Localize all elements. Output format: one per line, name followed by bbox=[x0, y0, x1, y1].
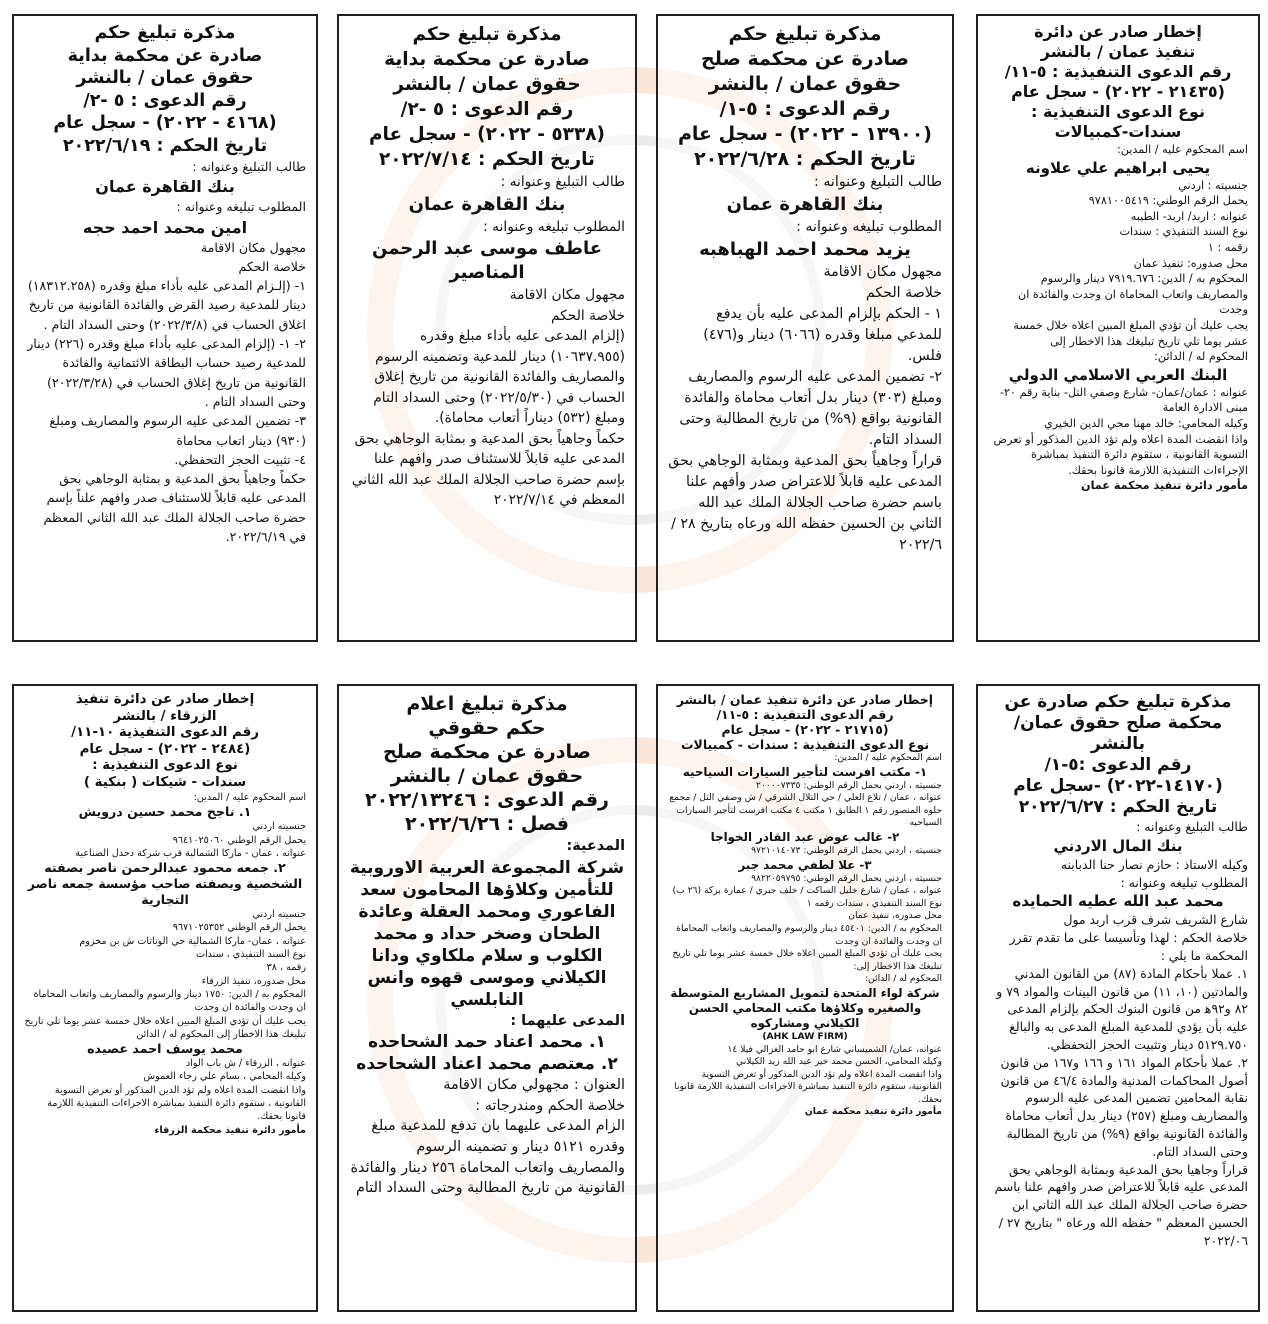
notice-header bbox=[349, 692, 625, 836]
notice-text: طالب التبليغ وعنوانه : bbox=[500, 174, 625, 190]
party-name: عاطف موسى عبد الرحمن المناصير bbox=[372, 238, 602, 283]
notice-text: المحكوم له / الدائن: bbox=[864, 973, 942, 985]
notice-text: طالب التبليغ وعنوانه : bbox=[192, 159, 306, 174]
notice-amman-magistrate-2 bbox=[976, 684, 1260, 1312]
notice-text: ١. عملا بأحكام المادة (٨٧) من القانون المدني والمادتين (١٠، ١١) من قانون البينات والمواد ٧٩ و ٨٢ و٩٢ه‍ من قانون البنوك الحكم بإلزام المدعى عليه بأن يؤدي للمدعية المبلغ المدعى به والبالغ ٥١٢٩.٧٥٠ دينار وتثبيت الحجز التحفظي. bbox=[996, 965, 1248, 1052]
header-line: تاريخ الحكم : ٢٠٢٢/٧/١٤ bbox=[379, 149, 595, 170]
party-name: يزيد محمد احمد الهباهبه bbox=[699, 239, 911, 260]
party-name: ٣- علا لطفي محمد جبر bbox=[738, 857, 872, 872]
notice-text: المدعى عليهما : bbox=[510, 1012, 625, 1029]
header-line: إخطار صادر عن دائرة bbox=[1034, 22, 1202, 41]
notice-text: عنوانه، عمان/ الشميساني شارع ابو حامد الغزالي فيلا ١٤ bbox=[727, 1043, 942, 1055]
notice-text: حكماً وجاهياً بحق المدعية و بمثابة الوجاهي بحق المدعى عليه قابلاً للاستئناف صدر وافهم علنا بإسم حضرة صاحب الجلالة الملك عبد الله الثاني المعظم في ٢٠٢٢/٧/١٤ bbox=[351, 430, 625, 508]
header-line: تاريخ الحكم : ٢٠٢٢/٦/٢٧ bbox=[1018, 797, 1218, 817]
notice-text: قراراً وجاهيا بحق المدعية وبمثابة الوجاهي بحق المدعى عليه قابلاً للاعتراض صدر وافهم علنا باسم حضرة صاحب الجلالة الملك عبد الله الثاني ابن الحسين المعظم " حفظه الله ورعاه " بتاريخ ٢٧ /٢٠٢٢/٠٦ bbox=[994, 1161, 1248, 1248]
header-line: تاريخ الحكم : ٢٠٢٢/٦/٢٨ bbox=[694, 148, 916, 170]
party-name: ١- مكتب افرست لتأجير السيارات السياحيه bbox=[682, 764, 928, 779]
notice-text: طالب التبليغ وعنوانه : bbox=[1136, 819, 1248, 834]
notice-amman-first-instance-1 bbox=[337, 14, 637, 642]
notice-header bbox=[24, 692, 306, 791]
notice-text: يجب عليك أن تؤدي المبلغ المبين اعلاه خلال خمسة عشر يوما تلي تاريخ تبليغك هذا الاخطار إلى المحكوم له / الدائن bbox=[24, 1015, 306, 1040]
party-name: بنك القاهرة عمان bbox=[726, 194, 884, 215]
header-line: تاريخ الحكم : ٢٠٢٢/٦/١٩ bbox=[62, 135, 268, 156]
notice-text: عنوانه : اربد/ اربد- الطيبه bbox=[1130, 209, 1248, 223]
notice-text: محل صدوره، تنفيذ الزرقاء bbox=[201, 975, 306, 987]
header-line: مذكرة تبليغ اعلام bbox=[406, 693, 568, 715]
header-line: صادرة عن محكمة بداية bbox=[67, 45, 263, 66]
notice-text: عنوانه ، الزرقاء / ش باب الواد bbox=[185, 1058, 306, 1070]
header-line: فصل : ٢٠٢٢/٦/٢٦ bbox=[404, 813, 569, 835]
header-line: سندات - شيكات ( بنكية ) bbox=[83, 774, 247, 790]
notice-text: ٢. عملا بأحكام المواد ١٦١ و ١٦٦ و١٦٧ من قانون أصول المحاكمات المدنية والمادة ٤٦/٤ من قانون نقابة المحامين تضمين المدعى عليه الرسوم والمصاريف ومبلغ (٢٥٧) دينار بدل أتعاب محاماة والفائدة القانونية بواقع (٩%) من تاريخ المطالبة وحتى السداد التام. bbox=[1000, 1054, 1248, 1159]
header-line: مذكرة تبليغ حكم صادرة عن bbox=[1004, 692, 1232, 712]
notice-text: جنسيته ، اردني يحمل الرقم الوطني: ٩٨٢٢٠٥٩٧٩٥ bbox=[751, 872, 942, 884]
notice-text: نوع السند التنفيذي ، سندات رقمه ١ bbox=[806, 897, 942, 909]
notice-text: مأمور دائرة تنفيذ محكمة الزرقاء bbox=[154, 1124, 306, 1136]
header-line: حقوق عمان / بالنشر bbox=[76, 68, 254, 88]
notice-text: مجهول مكان الاقامة bbox=[823, 264, 942, 280]
notice-text: محل صدوره، تنفيذ عمان bbox=[848, 910, 942, 922]
notice-header bbox=[668, 22, 942, 172]
notice-text: يجب عليك أن تؤدي المبلغ المبين اعلاه خلال خمسة عشر يوما تلي تاريخ تبليغك هذا الاخطار إلى: bbox=[672, 948, 942, 972]
notice-amman-execution-2 bbox=[656, 684, 954, 1312]
notice-text: المطلوب تبليغه وعنوانه : bbox=[1120, 874, 1248, 890]
notice-text: يحمل الرقم الوطني: ٩٧٨١٠٠٥٤١٩ bbox=[1088, 194, 1248, 208]
party-name: ٢- غالب عوض عبد القادر الخواجا bbox=[710, 829, 900, 844]
notice-text: نوع السند التنفيذي ، سندات bbox=[195, 949, 306, 961]
notice-text: عنوانه ، عمان / شارع خليل الساكت / خلف جبري / عمارة بركة (٢٦ ب) bbox=[672, 885, 942, 897]
notice-text: (AHK LAW FIRM) bbox=[762, 1030, 848, 1042]
party-name: محمد يوسف احمد عصيده bbox=[87, 1041, 243, 1057]
party-name: محمد عبد الله عطيه الحمايده bbox=[1012, 892, 1224, 911]
notice-text: المحكوم به / الدين: ١٧٥٠ دينار والرسوم والمصاريف واتعاب المحاماة ان وجدت والفائدة ان وجدت bbox=[33, 988, 306, 1014]
notice-header bbox=[668, 692, 942, 752]
party-name: بنك المال الاردني bbox=[1053, 836, 1183, 855]
notice-text: خلاصة الحكم bbox=[238, 258, 306, 274]
notice-text: يحمل الرقم الوطني ٩٦٧١٠٢٥٣٥٢ bbox=[172, 922, 306, 934]
notice-text: خلاصة الحكم : لهذا وتأسيسا على ما تقدم تقرر المحكمة ما يلي : bbox=[1009, 930, 1248, 963]
header-line: صادرة عن محكمة صلح bbox=[383, 741, 591, 763]
header-line: (٥٣٣٨ - ٢٠٢٢) - سجل عام bbox=[368, 124, 605, 145]
notice-text: ٢- تضمين المدعى عليه الرسوم والمصاريف ومبلغ (٣٠٣) دينار بدل أتعاب محاماة والفائدة القانونية بواقع (٩%) من تاريخ المطالبة وحتى السداد التام. bbox=[679, 369, 942, 448]
notice-text: اسم المحكوم عليه / المدين: bbox=[193, 792, 306, 803]
party-name: بنك القاهرة عمان bbox=[95, 177, 235, 197]
header-line: حقوق عمان / بالنشر bbox=[393, 74, 581, 95]
notice-text: محل صدوره: تنفيذ عمان bbox=[1133, 256, 1248, 270]
header-line: الزرقاء / بالنشر bbox=[113, 708, 217, 724]
notice-text: مأمور دائرة تنفيذ محكمة عمان bbox=[1081, 479, 1248, 493]
notice-text: وكيله المحامي ، بسام علي رجاء العموش bbox=[143, 1071, 306, 1083]
header-line: صادرة عن محكمة صلح bbox=[701, 48, 909, 70]
notice-text: جنسيته ، اردني يحمل الرقم الوطني: ٢٠٠٠٠٧٣٣٥ bbox=[756, 779, 942, 791]
notice-text: (إلزام المدعى عليه بأداء مبلغ وقدره (١٠٦٣٧.٩٥٥) دينار للمدعية وتضمينه الرسوم والمصاريف والفائدة القانونية من تاريخ إغلاق الحساب في (٢٠٢٢/٥/٣٠) وحتى السداد التام ومبلغ (٥٣٢) ديناراً أتعاب محاماة). bbox=[373, 328, 625, 426]
notice-text: قراراً وجاهياً بحق المدعية وبمثابة الوجاهي بحق المدعى عليه قابلاً للاعتراض صدر وأفهم علنا باسم حضرة صاحب الجلالة الملك عبد الله الثاني بن الحسين حفظه الله ورعاه بتاريخ ٢٨ /٢٠٢٢/٦ bbox=[668, 453, 942, 553]
notice-text: المطلوب تبليغه وعنوانه : bbox=[796, 219, 942, 235]
header-line: رقم الدعوى : ٢٠٢٢/١٣٢٤٦ bbox=[365, 789, 609, 811]
header-line: حقوق عمان / بالنشر bbox=[708, 73, 902, 95]
header-line: نوع الدعوى التنفيذية : bbox=[92, 758, 238, 773]
notice-text: ٣- تضمين المدعى عليه الرسوم والمصاريف ومبلغ (٩٣٠) دينار اتعاب محاماة bbox=[49, 413, 306, 448]
notice-header bbox=[349, 22, 625, 172]
party-name: البنك العربي الاسلامي الدولي bbox=[1008, 365, 1228, 384]
notice-text: واذا انقضت المدة اعلاه ولم تؤد الدين المذكور أو تعرض التسوية القانونية ، ستقوم دائرة التنفيذ بمباشرة الإجراءات التنفيذية اللازمة قانونا بحقك. bbox=[993, 432, 1248, 477]
notice-text: مجهول مكان الاقامة bbox=[509, 287, 625, 303]
header-line: رقم الدعوى :٥-١/ bbox=[1044, 755, 1192, 775]
party-name: شركة لواء المتحدة لتمويل المشاريع المتوسطة والصغيره وكلاؤها مكتب المحامي الحسن الكيلاني ومشاركوه bbox=[670, 985, 940, 1030]
header-line: رقم الدعوى التنفيذية : ٥-١١/ bbox=[1004, 62, 1232, 81]
notice-text: المحكوم به / الدين: ٤٥٤٠١ دينار والرسوم والمصاريف واتعاب المحاماة ان وجدت والفائدة ان وجدت bbox=[676, 922, 942, 947]
notice-amman-first-instance-2 bbox=[12, 14, 318, 642]
notice-text: ١- (إلـزام المدعى عليه بأداء مبلغ وقدره (١٨٣١٢.٢٥٨) دينار للمدعية رصيد القرض والفائدة القانونية من تاريخ اغلاق الحساب في (٢٠٢٢/٣/٨) وحتى السداد التام . bbox=[27, 278, 306, 332]
notice-text: وكيله المحامي: خالد مهنا محي الدين الخيري bbox=[1044, 416, 1248, 430]
header-line: رقم الدعوى : ٥-١/ bbox=[719, 98, 891, 120]
notice-text: مجهول مكان الاقامة bbox=[200, 239, 306, 255]
notice-text: واذا انقضت المدة اعلاه ولم تؤد الدين المذكور أو تعرض التسوية القانونية ، ستقوم دائرة التنفيذ بمباشرة الاجراءات التنفيذية اللازمة قانونا بحقك. bbox=[47, 1084, 306, 1123]
notice-text: رقمه ، ٣٨ bbox=[266, 962, 306, 974]
notice-text: خلاصة الحكم bbox=[550, 307, 625, 324]
header-line: (٤١٦٨ - ٢٠٢٢) - سجل عام bbox=[53, 113, 277, 133]
party-name: بنك القاهرة عمان bbox=[408, 193, 566, 215]
notice-text: ٤- تثبيت الحجز التحفظي. bbox=[174, 451, 306, 467]
notice-amman-execution-1 bbox=[976, 14, 1260, 642]
notice-header bbox=[988, 692, 1248, 818]
header-line: حقوق عمان / بالنشر bbox=[390, 765, 584, 787]
header-line: (١٣٩٠٠ - ٢٠٢٢) - سجل عام bbox=[678, 123, 932, 145]
header-line: إخطار صادر عن دائرة تنفيذ عمان / بالنشر bbox=[676, 692, 934, 707]
header-line: مذكرة تبليغ حكم bbox=[412, 24, 562, 45]
notice-text: نوع السند التنفيذي : سندات bbox=[1119, 225, 1248, 239]
notice-text: عنوانه ، عمان - ماركا الشمالية قرب شركة دحدل الصناعية bbox=[75, 847, 306, 859]
header-line: (٢١٧١٥ - ٢٠٢٢) - سجل عام bbox=[721, 722, 889, 737]
party-name: ١. ناجح محمد حسين درويش bbox=[78, 804, 252, 820]
notice-text: واذا انقضت المدة اعلاه ولم تؤد الدين المذكور أو تعرض التسوية القانونية، ستقوم دائرة التنفيذ بمباشرة الاجراءات التنفيذية اللازمة قانونا بحقك. bbox=[674, 1068, 942, 1105]
header-line: (٢١٤٣٥ - ٢٠٢٢) - سجل عام bbox=[1011, 82, 1225, 101]
party-name: يحيى ابراهيم علي علاونه bbox=[1025, 158, 1211, 177]
party-name: ٢. معتصم محمد اعناد الشحاحده bbox=[356, 1054, 618, 1075]
notice-judgment-announcement bbox=[337, 684, 637, 1312]
notice-text: يجب عليك أن تؤدي المبلغ المبين اعلاه خلال خمسة عشر يوما تلي تاريخ تبليغك هذا الاخطار إلى bbox=[1013, 318, 1248, 348]
notice-header bbox=[24, 22, 306, 157]
notice-text: العنوان : مجهولي مكان الاقامة bbox=[443, 1077, 625, 1094]
party-name: شركة المجموعة العربية الاوروبية للتأمين وكلاؤها المحامون سعد الفاعوري ومحمد العقلة وعائدة الطحان وصخر حداد و محمد الكلوب و سلام ملكاوي ودانا الكيلاني وموسى قهوه وانس النابلسي bbox=[349, 857, 625, 1010]
notice-text: طالب التبليغ وعنوانه : bbox=[814, 174, 942, 190]
header-line: مذكرة تبليغ حكم bbox=[94, 23, 236, 43]
header-line: نوع الدعوى التنفيذية : سندات - كمبيالات bbox=[680, 737, 930, 752]
header-line: رقم الدعوى : ٥ -٢/ bbox=[83, 90, 247, 111]
notice-text: مأمور دائرة تنفيذ محكمة عمان bbox=[804, 1106, 942, 1118]
notice-text: شارع الشريف شرف قرب اربد مول bbox=[1063, 912, 1248, 928]
notice-text: ١ - الحكم بإلزام المدعى عليه بأن يدفع للمدعي مبلغا وقدره (٦٠٦٦) دينار و(٤٧٦) فلس. bbox=[703, 306, 942, 364]
header-line: حكم حقوقي bbox=[428, 717, 546, 739]
header-line: تنفيذ عمان / بالنشر bbox=[1040, 42, 1196, 61]
notice-text: وكيله المحامي، الحسن محمد خير عبد الله زيد الكيلاني bbox=[736, 1056, 942, 1068]
notice-text: المحكوم له / الدائن: bbox=[1154, 350, 1248, 364]
notice-text: وكيله الاستاذ : حازم نصار حنا الدبابنه bbox=[1060, 856, 1248, 872]
header-line: رقم الدعوى التنفيذية ١٠-١١/ bbox=[71, 725, 259, 740]
notice-text: المطلوب تبليغه وعنوانه : bbox=[176, 199, 306, 215]
notice-text: عنوانه ، عمان- ماركا الشمالية حي الوناتات ش بن مخزوم bbox=[79, 935, 306, 947]
party-name: امين محمد احمد حجه bbox=[82, 217, 248, 237]
header-line: مذكرة تبليغ حكم bbox=[728, 23, 882, 45]
header-line: رقم الدعوى التنفيذية : ٥-١١/ bbox=[716, 707, 894, 722]
notice-text: حكماً وجاهياً بحق المدعية و بمثابة الوجاهي بحق المدعى عليه قابلاً للاستئناف صدر وافهم علناً بإسم حضرة صاحب الجلالة الملك عبد الله الثاني المعظم في ٢٠٢٢/٦/١٩. bbox=[43, 471, 306, 545]
notice-text: جنسيته ، اردني يحمل الرقم الوطني: ٩٧٢١٠١٤٠٧٣ bbox=[751, 844, 942, 856]
notice-text: خلاصة الحكم ومندرجاته : bbox=[475, 1097, 625, 1114]
notice-text: جنسيته اردني bbox=[252, 821, 306, 833]
header-line: صادرة عن محكمة بداية bbox=[384, 49, 590, 70]
notice-text: المحكوم به / الدين: ٧٩١٩.٦٧٦ دينار والرسوم والمصاريف واتعاب المحاماة ان وجدت والفائدة ان وجدت bbox=[1018, 272, 1248, 317]
notice-text: ٢- ١- (إلزام المدعى عليه بأداء مبلغ وقدره (٢٢٦) دينار للمدعية رصيد حساب البطاقة الائتمانية والفائدة القانونية من تاريخ إغلاق الحساب في (٢٠٢٢/٣/٢٨) وحتى السداد التام . bbox=[27, 336, 306, 409]
notice-text: عنوانه : عمان/عمان- شارع وصفي التل- بناية رقم ٢٠- مبنى الادارة العامة bbox=[999, 385, 1248, 415]
party-name: ٢. جمعه محمود عبدالرحمن ناصر بصفته الشخصية وبصفته صاحب مؤسسة جمعه ناصر التجارية bbox=[27, 860, 303, 908]
notice-text: اسم المحكوم عليه / المدين: bbox=[1116, 143, 1248, 156]
header-line: رقم الدعوى : ٥ -٢/ bbox=[400, 99, 574, 120]
notice-text: المطلوب تبليغه وعنوانه : bbox=[483, 218, 625, 235]
notice-amman-magistrate-1 bbox=[656, 14, 954, 642]
header-line: (١٤١٧٠-٢٠٢٢) -سجل عام bbox=[1013, 776, 1223, 796]
notice-zarqa-execution bbox=[12, 684, 318, 1312]
notice-text: رقمه : ١ bbox=[1207, 240, 1248, 254]
notice-text: المدعية: bbox=[566, 838, 625, 854]
notice-text: عنوانه ، عمان / تلاع العلي / حي التلال الشرقي / ش وصفي التل / مجمع حلوه المنصور رقم ١ الطابق ١ مكتب ٤ مكتب افرست لتأجير السيارات السياحيه bbox=[669, 792, 942, 829]
header-line: إخطار صادر عن دائرة تنفيذ bbox=[75, 692, 255, 707]
header-line: (٢٤٨٤ - ٢٠٢٢) - سجل عام bbox=[79, 741, 251, 757]
notice-text: الزام المدعى عليهما بان تدفع للمدعية مبلغ وقدره ٥١٢١ دينار و تضمينه الرسوم والمصاريف واتعاب المحاماة ٢٥٦ دينار والفائدة القانونية من تاريخ المطالبة وحتى السداد التام bbox=[350, 1118, 625, 1197]
notice-text: اسم المحكوم عليه / المدين: bbox=[834, 752, 942, 763]
header-line: سندات-كمبيالات bbox=[1054, 122, 1182, 141]
notice-text: خلاصة الحكم bbox=[865, 285, 942, 301]
header-line: نوع الدعوى التنفيذية : bbox=[1031, 102, 1205, 121]
notice-text: جنسيته اردني bbox=[252, 909, 306, 921]
notice-text: جنسيته : اردني bbox=[1178, 178, 1248, 192]
header-line: محكمة صلح حقوق عمان/ بالنشر bbox=[1013, 713, 1223, 754]
notice-text: يحمل الرقم الوطني ٩٦٤١٠٢٥٠٦٠ bbox=[172, 834, 306, 846]
party-name: ١. محمد اعناد حمد الشحاحده bbox=[368, 1032, 606, 1053]
notice-header bbox=[988, 22, 1248, 142]
